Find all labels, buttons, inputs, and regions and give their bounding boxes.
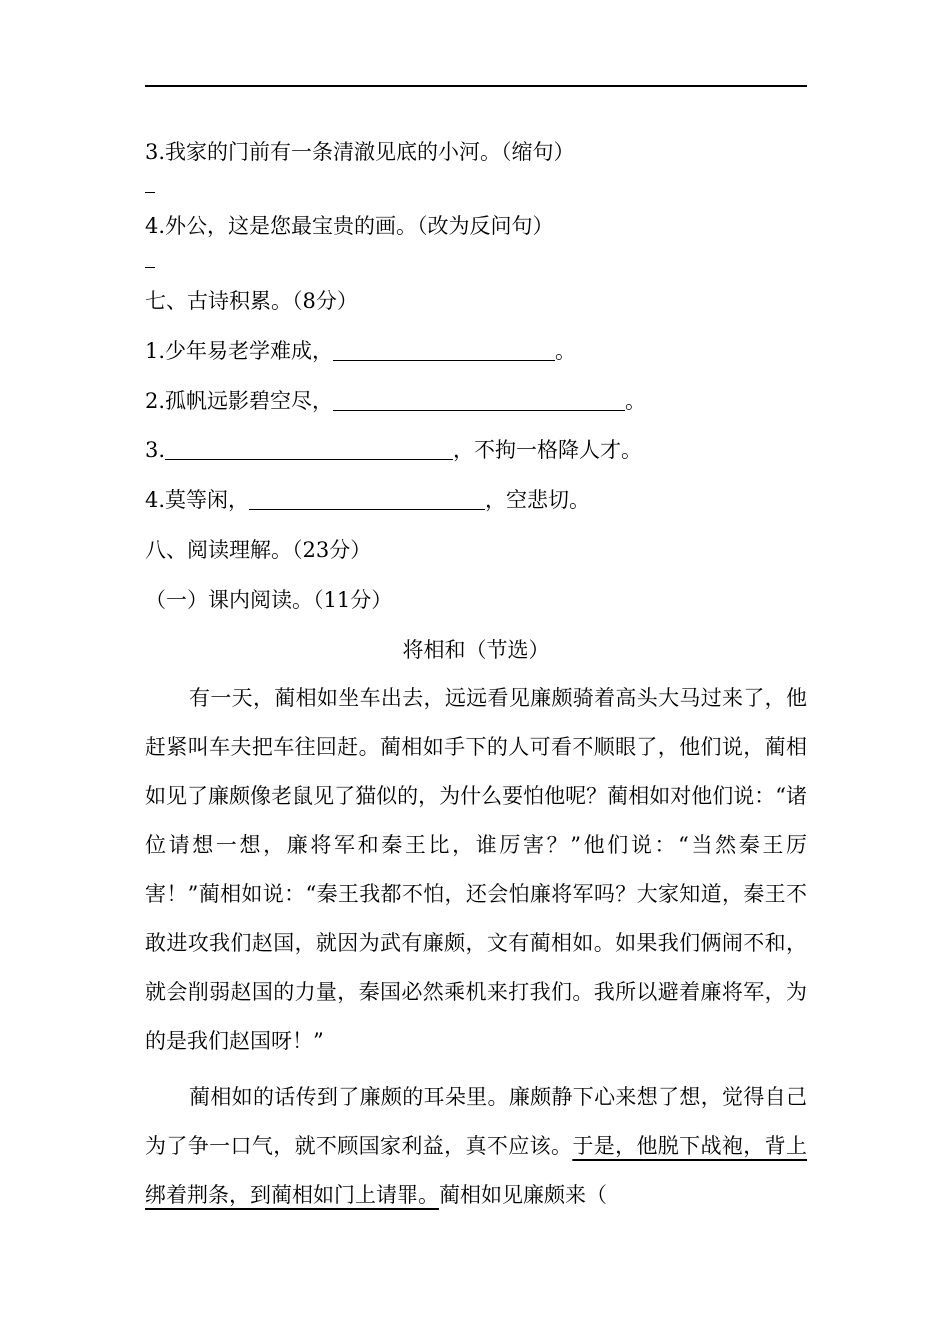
poem-blank-3[interactable] [165, 437, 453, 460]
reading-sub-1: （一）课内阅读。（11分） [145, 588, 393, 612]
answer-line-4[interactable] [145, 267, 155, 268]
section-7-title: 七、古诗积累。（8分） [145, 289, 358, 313]
poem-blank-4[interactable] [249, 487, 485, 510]
poem-item-3 [145, 436, 642, 464]
question-4: 4.外公，这是您最宝贵的画。（改为反问句） [145, 214, 554, 238]
question-3: 3.我家的门前有一条清澈见底的小河。（缩句） [145, 140, 575, 164]
poem-item-1-after: 。 [555, 339, 577, 363]
passage-title: 将相和（节选） [402, 638, 550, 662]
section-8-title: 八、阅读理解。（23分） [145, 538, 372, 562]
poem-item-1-before: 1.少年易老学难成， [145, 339, 334, 363]
poem-item-4-after: ，空悲切。 [485, 488, 591, 512]
poem-item-3-after: ，不拘一格降人才。 [453, 438, 643, 462]
para2-underlined: 于是，他脱下战袍，背上绑着荆条，到蔺相如门上请罪。 [145, 1134, 808, 1207]
passage-paragraph-1: 有一天，蔺相如坐车出去，远远看见廉颇骑着高头大马过来了，他赶紧叫车夫把车往回赶。蔺相如手下的人可看不顺眼了，他们说，蔺相如见了廉颇像老鼠见了猫似的，为什么要怕他呢？蔺相如对他们说：“诸位请想一想，廉将军和秦王比，谁厉害？”他们说：“当然秦王厉害！”蔺相如说：“秦王我都不怕，还会怕廉将军吗？大家知道，秦王不敢进攻我们赵国，就因为武有廉颇，文有蔺相如。如果我们俩闹不和，就会削弱赵国的力量，秦国必然乘机来打我们。我所以避着廉将军，为的是我们赵国呀！” [145, 686, 807, 1053]
poem-item-1 [145, 337, 576, 365]
poem-blank-1[interactable] [333, 338, 555, 361]
poem-item-3-before: 3. [145, 438, 166, 462]
top-rule [145, 85, 807, 87]
poem-item-4 [145, 486, 590, 514]
poem-item-2-before: 2.孤帆远影碧空尽， [145, 389, 334, 413]
poem-item-4-before: 4.莫等闲， [145, 488, 250, 512]
poem-item-2 [145, 387, 646, 415]
para2-text-a: 蔺相如的话传到了廉颇的耳朵里。廉颇静下心来想了想，觉得自己为了争一口气，就不顾国家利益，真不应该。 [145, 1085, 807, 1158]
answer-line-3[interactable] [145, 192, 155, 193]
passage-paragraph-2 [145, 1073, 807, 1220]
para2-text-b: 蔺相如见廉颇来（ [439, 1183, 607, 1207]
poem-item-2-after: 。 [625, 389, 647, 413]
poem-blank-2[interactable] [333, 388, 625, 411]
